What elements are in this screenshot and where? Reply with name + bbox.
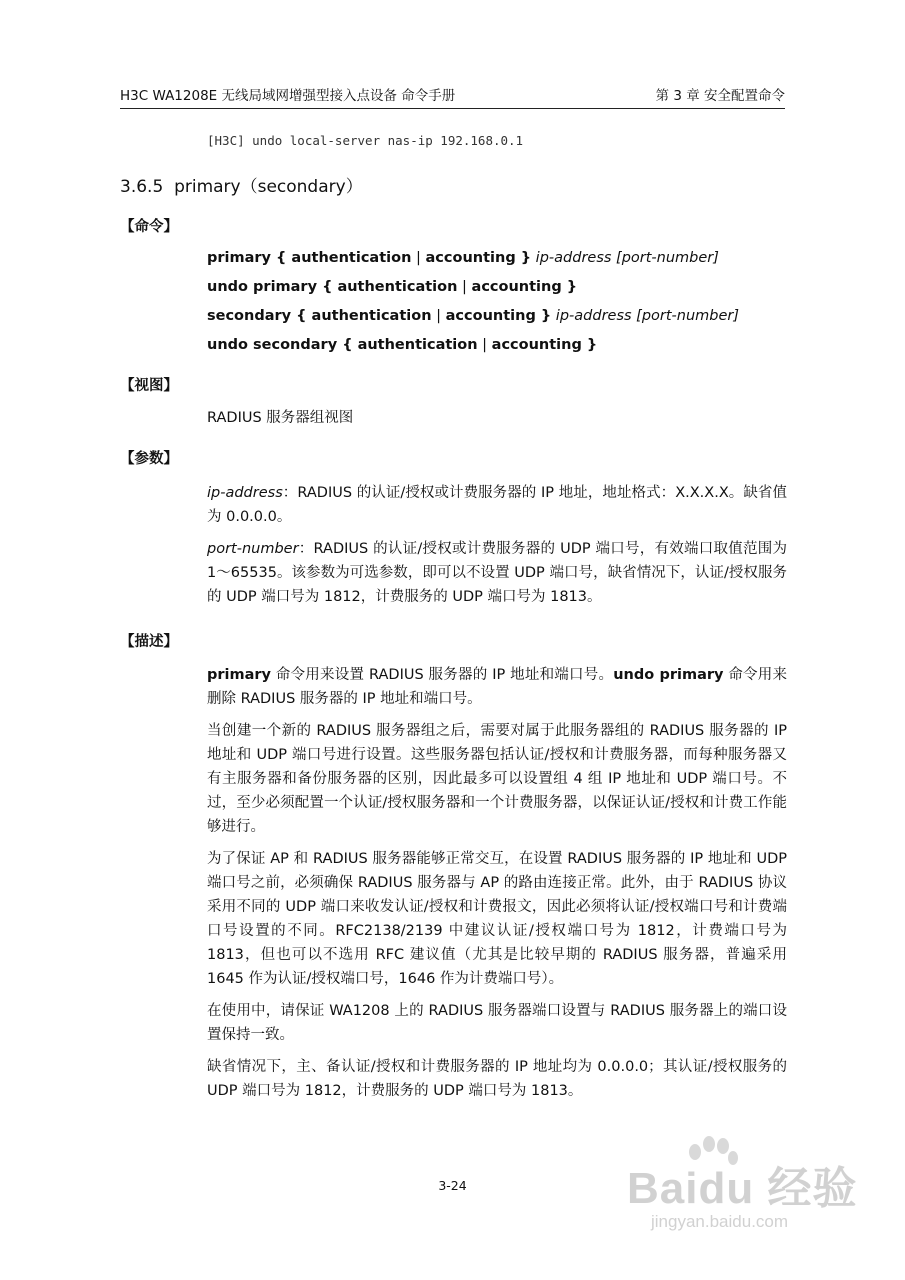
page-number: 3-24 [438, 1178, 467, 1193]
param-ip-address: ip-address：RADIUS 的认证/授权或计费服务器的 IP 地址，地址格式：X.X.X.X。缺省值为 0.0.0.0。 [207, 485, 787, 525]
watermark-brand: Baidu 经验 [627, 1164, 858, 1213]
description-block [207, 663, 787, 1111]
section-title: 3.6.5 primary（secondary） [120, 177, 363, 197]
view-text: RADIUS 服务器组视图 [207, 410, 354, 426]
desc-paragraph: 当创建一个新的 RADIUS 服务器组之后，需要对属于此服务器组的 RADIUS 服务器的 IP 地址和 UDP 端口号进行设置。这些服务器包括认证/授权和计费服务器，而每种服务器又有主服务器和备份服务器的区别，因此最多可以设置组 4 组 IP 地址和 UDP 端口号。不过，至少必须配置一个认证/授权服务器和一个计费服务器，以保证认证/授权和计费工作能够进行。 [207, 723, 787, 835]
tag-params: 【参数】 [120, 451, 178, 467]
command-line: undo secondary { authentication | accounting } [207, 337, 598, 353]
header-doc-title: H3C WA1208E 无线局域网增强型接入点设备 命令手册 [120, 88, 456, 104]
header-chapter: 第 3 章 安全配置命令 [655, 88, 785, 104]
desc-paragraph: primary 命令用来设置 RADIUS 服务器的 IP 地址和端口号。undo primary 命令用来删除 RADIUS 服务器的 IP 地址和端口号。 [207, 667, 787, 707]
tag-command: 【命令】 [120, 219, 178, 235]
watermark-url: jingyan.baidu.com [651, 1212, 789, 1231]
command-line: primary { authentication | accounting } ip-address [port-number] [207, 250, 719, 266]
tag-description: 【描述】 [120, 634, 178, 650]
code-example: [H3C] undo local-server nas-ip 192.168.0.1 [207, 133, 524, 148]
params-block [207, 481, 787, 617]
desc-paragraph: 为了保证 AP 和 RADIUS 服务器能够正常交互，在设置 RADIUS 服务器的 IP 地址和 UDP 端口号之前，必须确保 RADIUS 服务器与 AP 的路由连接正常。此外，由于 RADIUS 协议采用不同的 UDP 端口来收发认证/授权和计费报文，因此必须将认证/授权端口号和计费端口号设置的不同。RFC2138/2139 中建议认证/授权端口号为 1812，计费端口号为 1813，但也可以不选用 RFC 建议值（尤其是比较早期的 RADIUS 服务器，普遍采用 1645 作为认证/授权端口号，1646 作为计费端口号）。 [207, 851, 787, 987]
param-port-number: port-number：RADIUS 的认证/授权或计费服务器的 UDP 端口号，有效端口取值范围为 1～65535。该参数为可选参数，即可以不设置 UDP 端口号，缺省情况下，认证/授权服务的 UDP 端口号为 1812，计费服务的 UDP 端口号为 1813。 [207, 541, 787, 605]
command-line: secondary { authentication | accounting } ip-address [port-number] [207, 308, 740, 324]
tag-view: 【视图】 [120, 378, 178, 394]
desc-paragraph: 在使用中，请保证 WA1208 上的 RADIUS 服务器端口设置与 RADIUS 服务器上的端口设置保持一致。 [207, 1003, 787, 1043]
desc-paragraph: 缺省情况下，主、备认证/授权和计费服务器的 IP 地址均为 0.0.0.0；其认证/授权服务的 UDP 端口号为 1812，计费服务的 UDP 端口号为 1813。 [207, 1059, 787, 1099]
page-header [120, 84, 785, 109]
command-line: undo primary { authentication | accounting } [207, 279, 578, 295]
command-list [207, 244, 787, 360]
baidu-watermark [627, 1142, 867, 1252]
